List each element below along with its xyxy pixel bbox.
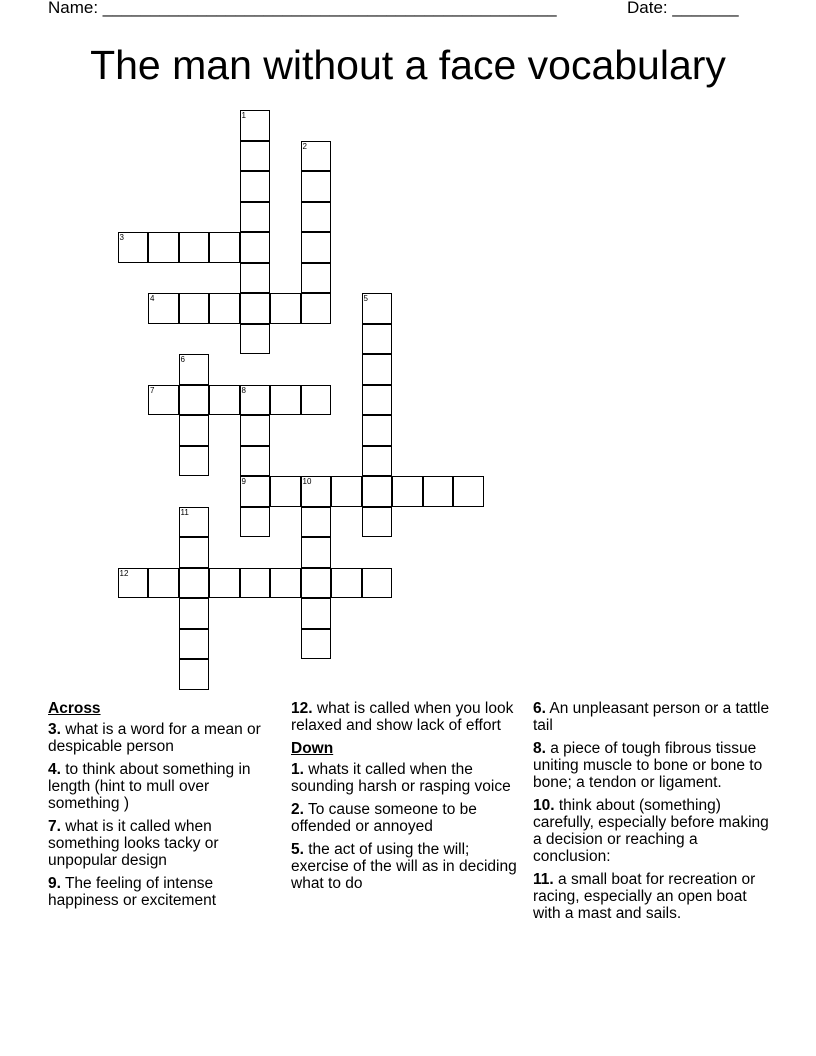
clue-down-6: 6. An unpleasant person or a tattle tail <box>533 700 770 734</box>
crossword-cell[interactable] <box>209 232 240 263</box>
crossword-cell[interactable] <box>301 263 332 294</box>
clues-column-2 <box>291 700 523 898</box>
crossword-cell-9[interactable] <box>240 476 271 507</box>
crossword-cell[interactable] <box>179 537 210 568</box>
crossword-cell[interactable] <box>270 385 301 416</box>
crossword-cell[interactable] <box>179 232 210 263</box>
crossword-cell[interactable] <box>301 598 332 629</box>
crossword-cell[interactable] <box>240 568 271 599</box>
clue-number: 8 <box>241 385 246 395</box>
crossword-cell[interactable] <box>301 293 332 324</box>
crossword-cell[interactable] <box>301 202 332 233</box>
crossword-cell[interactable] <box>301 171 332 202</box>
crossword-cell-1[interactable] <box>240 110 271 141</box>
crossword-cell[interactable] <box>270 568 301 599</box>
crossword-cell[interactable] <box>209 568 240 599</box>
crossword-cell[interactable] <box>240 202 271 233</box>
crossword-cell[interactable] <box>301 629 332 660</box>
clues-column-3 <box>533 700 773 928</box>
crossword-cell[interactable] <box>148 232 179 263</box>
crossword-cell[interactable] <box>209 385 240 416</box>
crossword-cell-8[interactable] <box>240 385 271 416</box>
clue-down-2: 2. To cause someone to be offended or annoyed <box>291 801 477 835</box>
crossword-cell[interactable] <box>301 568 332 599</box>
down-heading: Down <box>291 740 334 757</box>
clue-number: 9 <box>241 477 246 486</box>
across-heading: Across <box>48 700 101 717</box>
crossword-cell[interactable] <box>240 507 271 538</box>
crossword-cell[interactable] <box>301 537 332 568</box>
clue-number: 10 <box>302 477 312 486</box>
crossword-cell[interactable] <box>362 354 393 385</box>
crossword-cell[interactable] <box>240 171 271 202</box>
crossword-cell[interactable] <box>179 293 210 324</box>
clue-across-7: 7. what is it called when something looks tacky or unpopular design <box>48 818 219 869</box>
crossword-cell[interactable] <box>362 385 393 416</box>
crossword-cell[interactable] <box>148 568 179 599</box>
crossword-cell[interactable] <box>179 385 210 416</box>
crossword-cell[interactable] <box>240 446 271 477</box>
crossword-cell[interactable] <box>331 476 362 507</box>
clue-across-12: 12. what is called when you look relaxed and show lack of effort <box>291 700 514 734</box>
clue-number: 1 <box>241 111 246 120</box>
clue-across-3: 3. what is a word for a mean or despicable person <box>48 721 261 755</box>
crossword-cell[interactable] <box>301 385 332 416</box>
crossword-cell[interactable] <box>240 415 271 446</box>
crossword-cell[interactable] <box>362 568 393 599</box>
crossword-cell[interactable] <box>362 324 393 355</box>
crossword-cell[interactable] <box>179 598 210 629</box>
name-field-label: Name: ________________________________________________ <box>48 0 557 17</box>
crossword-cell[interactable] <box>301 232 332 263</box>
crossword-cell[interactable] <box>331 568 362 599</box>
clue-number: 7 <box>150 385 155 395</box>
crossword-cell-5[interactable] <box>362 293 393 324</box>
crossword-cell[interactable] <box>240 324 271 355</box>
crossword-cell[interactable] <box>209 293 240 324</box>
clue-down-8: 8. a piece of tough fibrous tissue uniting muscle to bone or bone to bone; a tendon or ligament. <box>533 740 763 791</box>
clue-down-11: 11. a small boat for recreation or racing, especially an open boat with a mast and sails. <box>533 871 756 922</box>
clue-down-10: 10. think about (something) carefully, especially before making a decision or reaching a conclusion: <box>533 797 769 865</box>
crossword-cell[interactable] <box>240 263 271 294</box>
crossword-cell[interactable] <box>362 507 393 538</box>
clue-across-4: 4. to think about something in length (hint to mull over something ) <box>48 761 251 812</box>
crossword-cell-2[interactable] <box>301 141 332 172</box>
crossword-cell[interactable] <box>179 629 210 660</box>
crossword-cell-10[interactable] <box>301 476 332 507</box>
crossword-cell[interactable] <box>362 446 393 477</box>
crossword-cell-6[interactable] <box>179 354 210 385</box>
crossword-cell[interactable] <box>270 293 301 324</box>
clue-number: 2 <box>302 141 307 151</box>
crossword-cell[interactable] <box>179 446 210 477</box>
crossword-cell[interactable] <box>392 476 423 507</box>
crossword-cell-12[interactable] <box>118 568 149 599</box>
page-title: The man without a face vocabulary <box>90 42 726 88</box>
clue-number: 3 <box>119 233 124 242</box>
clue-number: 12 <box>119 568 129 578</box>
clue-number: 6 <box>180 355 185 364</box>
crossword-cell[interactable] <box>301 507 332 538</box>
crossword-cell[interactable] <box>240 232 271 263</box>
crossword-cell-3[interactable] <box>118 232 149 263</box>
crossword-cell[interactable] <box>179 568 210 599</box>
crossword-cell[interactable] <box>240 293 271 324</box>
crossword-cell[interactable] <box>179 659 210 690</box>
clue-down-1: 1. whats it called when the sounding harsh or rasping voice <box>291 761 511 795</box>
crossword-cell[interactable] <box>453 476 484 507</box>
crossword-cell[interactable] <box>179 415 210 446</box>
clues-column-1 <box>48 700 270 915</box>
crossword-cell[interactable] <box>240 141 271 172</box>
crossword-cell-7[interactable] <box>148 385 179 416</box>
crossword-cell[interactable] <box>362 476 393 507</box>
clue-number: 5 <box>363 294 368 303</box>
crossword-cell[interactable] <box>270 476 301 507</box>
date-field-label: Date: _______ <box>627 0 739 17</box>
crossword-cell-11[interactable] <box>179 507 210 538</box>
clue-number: 11 <box>180 507 189 517</box>
crossword-cell[interactable] <box>423 476 454 507</box>
crossword-cell[interactable] <box>362 415 393 446</box>
clue-down-5: 5. the act of using the will; exercise of the will as in deciding what to do <box>291 841 517 892</box>
clue-number: 4 <box>150 294 155 303</box>
crossword-cell-4[interactable] <box>148 293 179 324</box>
clue-across-9: 9. The feeling of intense happiness or excitement <box>48 875 217 909</box>
